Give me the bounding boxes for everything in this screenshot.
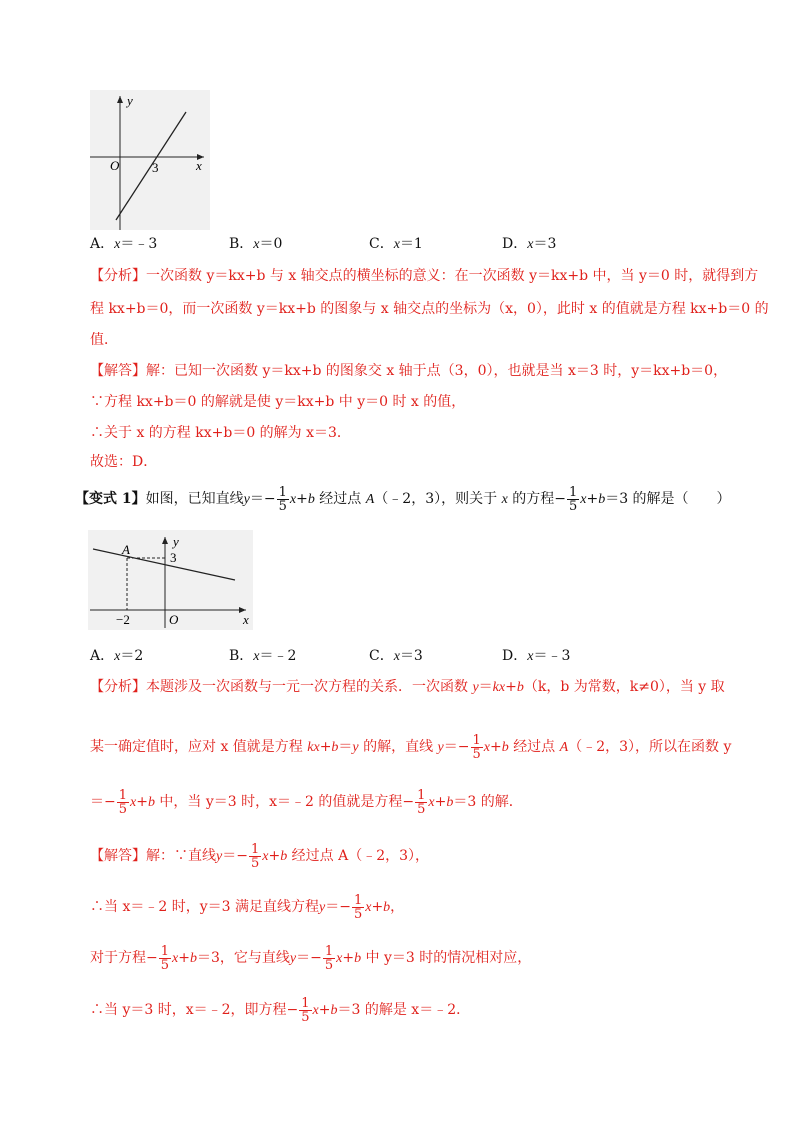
variant-analysis-line-3: ＝− $\frac{1}{5}$ x+b 中，当 y＝3 时，x＝﹣2 的值就是方程− $\frac{1}{5}$ x+b＝3 的解． [90,787,523,817]
q1-option-b: B．x＝0 [229,236,283,252]
q1-option-a: A．x＝﹣3 [90,236,158,252]
graph-2-origin-label: O [169,612,179,627]
variant-1-option-d: D．x＝﹣3 [502,648,571,664]
graph-1 [90,90,210,230]
q1-answer-line-2: ∵方程 kx+b＝0 的解就是使 y＝kx+b 中 y＝0 时 x 的值， [90,394,466,410]
variant-1-question: 【变式 1】如图，已知直线y＝− $\frac{1}{5}$ x+b 经过点 A（﹣2，3），则关于 x 的方程− $\frac{1}{5}$ x+b＝3 的解是（ ） [75,484,731,514]
variant-answer-line-3: 对于方程− $\frac{1}{5}$ x+b＝3，它与直线y＝− $\frac{1}{5}$ x+b 中 y＝3 时的情况相对应， [90,943,532,973]
variant-analysis-line-1: 【分析】本题涉及一次函数与一元一次方程的关系．一次函数 y＝kx+b（k，b 为常数，k≠0），当 y 取 [90,679,725,695]
graph-2-x-label: x [243,612,249,627]
variant-1-option-b: B．x＝﹣2 [229,648,297,664]
graph-2-point-label: A [122,542,130,557]
graph-2-x-tick: −2 [116,612,130,627]
graph-2 [88,530,253,630]
graph-1-intercept-label: 3 [152,160,159,175]
graph-1-origin-label: O [110,158,120,173]
q1-option-c: C．x＝1 [369,236,423,252]
graph-2-y-label: y [173,534,179,549]
variant-answer-line-2: ∴当 x＝﹣2 时，y＝3 满足直线方程y＝− $\frac{1}{5}$ x+b， [90,892,405,922]
variant-answer-line-4: ∴当 y＝3 时，x＝﹣2，即方程− $\frac{1}{5}$ x+b＝3 的解是 x＝﹣2． [90,995,471,1025]
q1-analysis-line-1: 【分析】一次函数 y＝kx+b 与 x 轴交点的横坐标的意义：在一次函数 y＝kx+b 中，当 y＝0 时，就得到方 [90,268,759,284]
q1-analysis-line-3: 值． [90,332,118,348]
q1-answer-line-3: ∴关于 x 的方程 kx+b＝0 的解为 x＝3． [90,425,351,441]
graph-1-y-label: y [127,93,133,108]
variant-1-option-a: A．x＝2 [90,648,144,664]
graph-1-x-label: x [196,158,202,173]
q1-option-d: D．x＝3 [502,236,557,252]
q1-analysis-line-2: 程 kx+b＝0，而一次函数 y＝kx+b 的图象与 x 轴交点的坐标为（x，0），此时 x 的值就是方程 kx+b＝0 的 [90,301,769,317]
variant-answer-line-1: 【解答】解：∵直线y＝− $\frac{1}{5}$ x+b 经过点 A（﹣2，3）， [90,841,430,871]
q1-answer-line-4: 故选：D． [90,454,158,470]
graph-2-y-tick: 3 [170,550,177,565]
variant-analysis-line-2: 某一确定值时，应对 x 值就是方程 kx+b＝y 的解，直线 y＝− $\frac{1}{5}$ x+b 经过点 A（﹣2，3），所以在函数 y [90,732,732,762]
q1-answer-line-1: 【解答】解：已知一次函数 y＝kx+b 的图象交 x 轴于点（3，0），也就是当 x＝3 时，y＝kx+b＝0， [90,363,728,379]
variant-1-option-c: C．x＝3 [369,648,423,664]
